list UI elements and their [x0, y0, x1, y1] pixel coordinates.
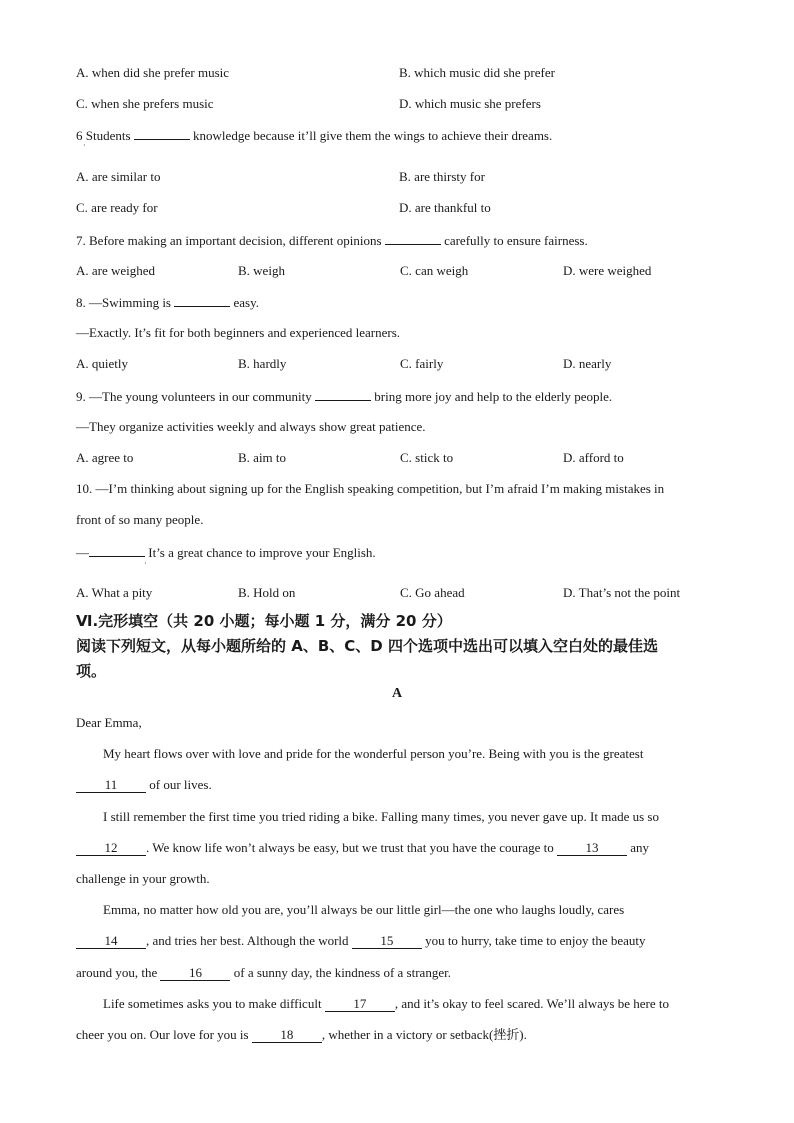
q7-blank: [385, 232, 441, 245]
passage-p4-line2: [76, 1027, 527, 1043]
passage-p2-line3: challenge in your growth.: [76, 871, 210, 886]
q8-stem-pre: 8. —Swimming is: [76, 295, 175, 310]
dot-mark: ·: [144, 559, 147, 568]
blank-18: 18: [252, 1028, 322, 1043]
passage-p3-line2: [76, 933, 646, 949]
q6-stem-pre: 6 Students: [76, 128, 134, 143]
passage-p4-line1: [103, 996, 669, 1012]
q6-stem: [76, 127, 552, 144]
blank-15: 15: [352, 934, 422, 949]
q10-stem-line1: 10. —I’m thinking about signing up for the English speaking competition, but I’m afraid I’m making mistakes in: [76, 481, 665, 496]
passage-text: any: [627, 840, 650, 855]
passage-text: Life sometimes asks you to make difficult: [103, 996, 325, 1011]
q7-stem: [76, 232, 588, 249]
passage-p1-line1: My heart flows over with love and pride for the wonderful person you’re. Being with you is the greatest: [103, 746, 644, 761]
q6-blank: [134, 127, 190, 140]
q7-option-a: A. are weighed: [76, 263, 156, 278]
q8-reply: —Exactly. It’s fit for both beginners and experienced learners.: [76, 325, 401, 340]
q9-option-d: D. afford to: [563, 450, 624, 465]
q8-option-b: B. hardly: [238, 356, 287, 371]
q6-option-d: D. are thankful to: [399, 200, 491, 215]
q10-reply-pre: —: [76, 545, 89, 560]
passage-text: . We know life won’t always be easy, but we trust that you have the courage to: [146, 840, 557, 855]
q9-stem-post: bring more joy and help to the elderly people.: [371, 389, 613, 404]
q10-option-b: B. Hold on: [238, 585, 296, 600]
passage-text: cheer you on. Our love for you is: [76, 1027, 252, 1042]
q5-option-c: C. when she prefers music: [76, 96, 214, 111]
q10-reply-post: It’s a great chance to improve your English.: [145, 545, 376, 560]
q8-stem-post: easy.: [230, 295, 260, 310]
section-instruction-cont: 项。: [76, 662, 107, 680]
q8-option-a: A. quietly: [76, 356, 128, 371]
q5-option-a: A. when did she prefer music: [76, 65, 230, 80]
passage-p3-line3: [76, 965, 451, 981]
blank-11: 11: [76, 778, 146, 793]
passage-text: you to hurry, take time to enjoy the beauty: [421, 933, 646, 948]
blank-17: 17: [325, 997, 395, 1012]
q6-option-b: B. are thirsty for: [399, 169, 485, 184]
q7-stem-pre: 7. Before making an important decision, different opinions: [76, 233, 385, 248]
passage-text: , whether in a victory or setback(挫折).: [321, 1027, 527, 1042]
passage-text: of a sunny day, the kindness of a stranger.: [230, 965, 451, 980]
q5-option-b: B. which music did she prefer: [399, 65, 555, 80]
passage-text: , and it’s okay to feel scared. We’ll always be here to: [394, 996, 669, 1011]
q6-option-a: A. are similar to: [76, 169, 161, 184]
blank-14: 14: [76, 934, 146, 949]
passage-text: , and tries her best. Although the world: [146, 933, 352, 948]
section-title: Ⅵ.完形填空（共 20 小题；每小题 1 分，满分 20 分）: [76, 612, 452, 630]
q9-stem: [76, 388, 612, 405]
q8-option-c: C. fairly: [400, 356, 444, 371]
q6-option-c: C. are ready for: [76, 200, 158, 215]
blank-12: 12: [76, 841, 146, 856]
q7-option-d: D. were weighed: [563, 263, 652, 278]
passage-p2-line1: I still remember the first time you tried riding a bike. Falling many times, you never gave up. It made us so: [103, 809, 659, 824]
q7-option-b: B. weigh: [238, 263, 285, 278]
blank-16: 16: [160, 966, 230, 981]
blank-13: 13: [557, 841, 627, 856]
q8-option-d: D. nearly: [563, 356, 612, 371]
q9-option-c: C. stick to: [400, 450, 454, 465]
passage-p1-line2: [76, 777, 212, 793]
passage-greeting: Dear Emma,: [76, 715, 142, 730]
q9-option-a: A. agree to: [76, 450, 134, 465]
passage-text: around you, the: [76, 965, 161, 980]
passage-label: A: [391, 686, 403, 701]
passage-text: of our lives.: [146, 777, 212, 792]
q9-reply: —They organize activities weekly and always show great patience.: [76, 419, 426, 434]
passage-p3-line1: Emma, no matter how old you are, you’ll always be our little girl—the one who laughs loudly, cares: [103, 902, 625, 917]
q8-blank: [174, 294, 230, 307]
q9-blank: [315, 388, 371, 401]
dot-mark: ·: [83, 141, 86, 150]
q10-option-c: C. Go ahead: [400, 585, 465, 600]
q7-stem-post: carefully to ensure fairness.: [440, 233, 588, 248]
q10-option-a: A. What a pity: [76, 585, 153, 600]
q9-stem-pre: 9. —The young volunteers in our community: [76, 389, 316, 404]
q10-reply: [76, 544, 376, 561]
q10-blank: [89, 544, 145, 557]
q7-option-c: C. can weigh: [400, 263, 469, 278]
q8-stem: [76, 294, 259, 311]
q5-option-d: D. which music she prefers: [399, 96, 541, 111]
q9-option-b: B. aim to: [238, 450, 287, 465]
section-instruction: 阅读下列短文，从每小题所给的 A、B、C、D 四个选项中选出可以填入空白处的最佳选: [76, 637, 658, 655]
passage-p2-line2: [76, 840, 649, 856]
q6-stem-post: knowledge because it’ll give them the wings to achieve their dreams.: [189, 128, 553, 143]
q10-stem-line2: front of so many people.: [76, 512, 204, 527]
q10-option-d: D. That’s not the point: [563, 585, 681, 600]
